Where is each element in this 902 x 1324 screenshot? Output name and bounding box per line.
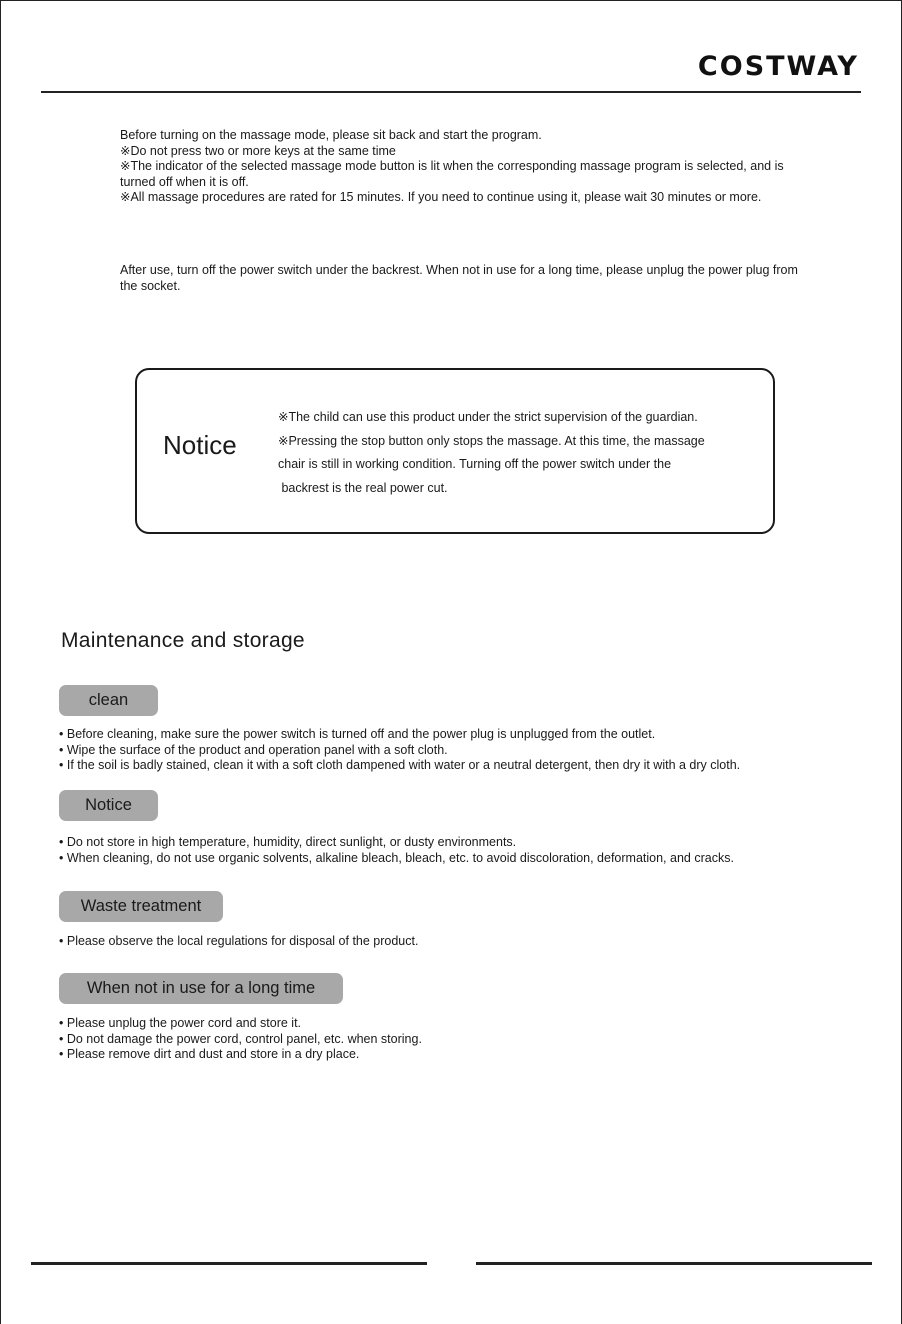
section-tag-waste-treatment: Waste treatment [59,891,223,922]
clean-bullet-list [59,727,859,774]
section-tag-notice: Notice [59,790,158,821]
list-item: • Do not store in high temperature, humidity, direct sunlight, or dusty environments. [59,835,859,851]
after-use-text: After use, turn off the power switch under the backrest. When not in use for a long time, please unplug the power plug from the socket. [120,263,798,293]
list-item: • Before cleaning, make sure the power switch is turned off and the power plug is unplugged from the outlet. [59,727,859,743]
footer-divider-left [31,1262,427,1265]
list-item: • Please unplug the power cord and store it. [59,1016,859,1032]
notice-box-text [278,406,774,500]
section-tag-clean: clean [59,685,158,716]
list-item: • Wipe the surface of the product and operation panel with a soft cloth. [59,743,859,759]
list-item: • If the soil is badly stained, clean it with a soft cloth dampened with water or a neutral detergent, then dry it with a dry cloth. [59,758,859,774]
brand-logo: COSTWAY [697,51,859,82]
footer-divider-right [476,1262,872,1265]
intro-line: ※All massage procedures are rated for 15 minutes. If you need to continue using it, please wait 30 minutes or more. [120,190,762,204]
intro-line: Before turning on the massage mode, please sit back and start the program. [120,128,542,142]
list-item: • Do not damage the power cord, control panel, etc. when storing. [59,1032,859,1048]
waste-bullet-list [59,934,859,950]
list-item: • Please observe the local regulations for disposal of the product. [59,934,859,950]
notice-bullet-list [59,835,859,866]
list-item: • When cleaning, do not use organic solvents, alkaline bleach, bleach, etc. to avoid discoloration, deformation, and cracks. [59,851,859,867]
intro-line: ※Do not press two or more keys at the same time [120,143,396,158]
intro-instructions [120,128,800,206]
header-divider [41,91,861,93]
notice-box-title: Notice [163,430,237,460]
notice-line: backrest is the real power cut. [278,480,448,495]
notice-box [135,368,775,534]
maintenance-title: Maintenance and storage [61,629,305,652]
list-item: • Please remove dirt and dust and store in a dry place. [59,1047,859,1063]
notice-line: ※The child can use this product under the strict supervision of the guardian. [278,410,698,424]
notice-line: chair is still in working condition. Turning off the power switch under the [278,457,672,471]
notice-line: ※Pressing the stop button only stops the massage. At this time, the massage [278,433,705,448]
section-tag-long-time-storage: When not in use for a long time [59,973,343,1004]
intro-line: ※The indicator of the selected massage mode button is lit when the corresponding massage program is selected, and is turned off when it is off. [120,159,784,189]
storage-bullet-list [59,1016,859,1063]
